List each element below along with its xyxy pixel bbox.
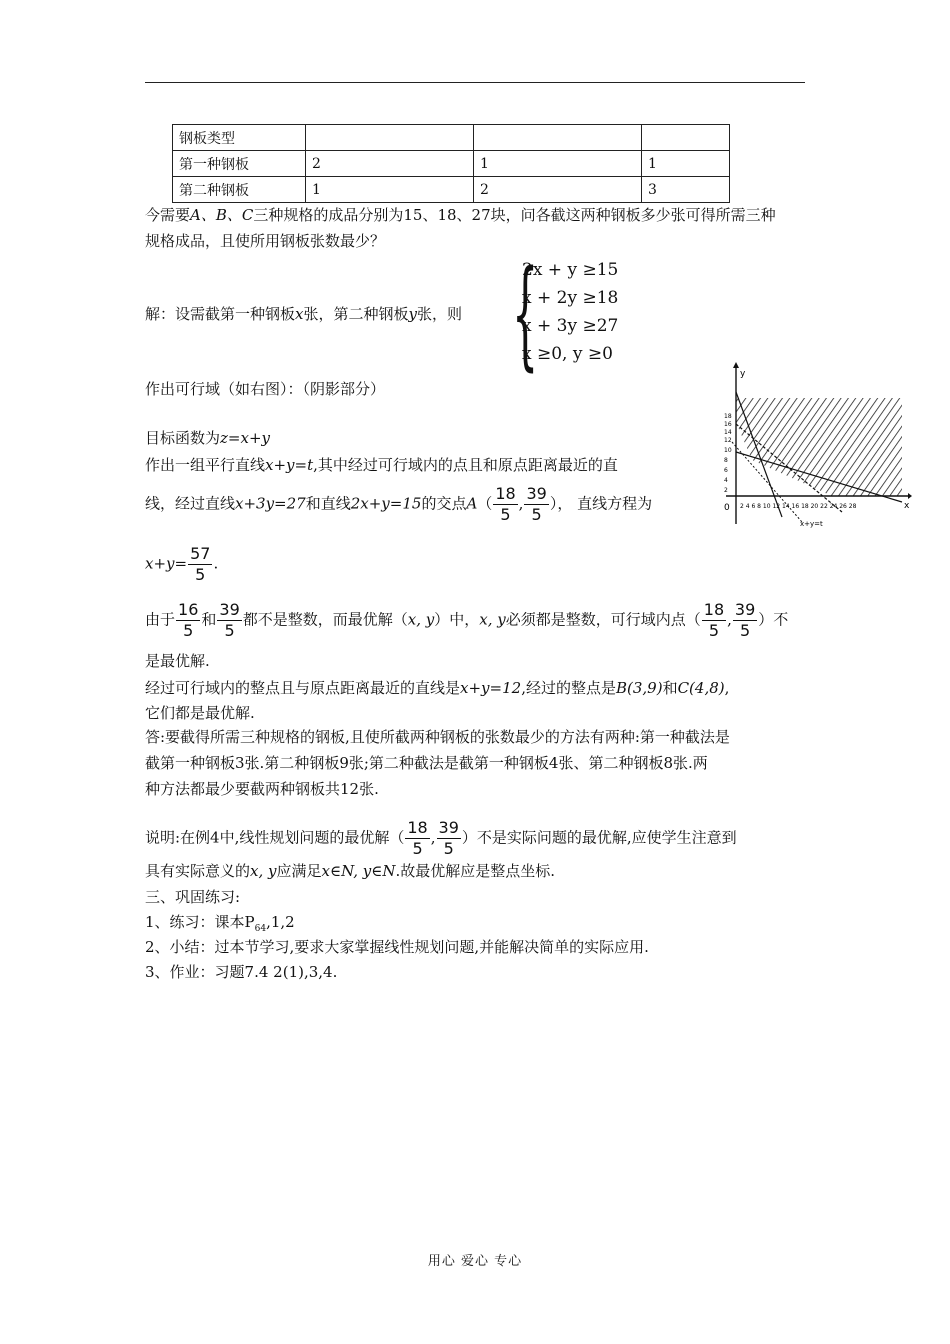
y-tick-label: 4 (724, 477, 728, 484)
table-cell: 1 (474, 151, 642, 177)
shaded-region (736, 398, 902, 496)
table-cell: 3 (642, 177, 730, 203)
y-tick-label: 16 (724, 421, 732, 428)
both-optimal-line: 它们都是最优解. (145, 704, 255, 722)
table-cell (306, 125, 474, 151)
constraint-4: x ≥0, y ≥0 (522, 344, 613, 364)
y-tick-label: 12 (724, 437, 732, 444)
table-cell: 第二种钢板 (173, 177, 306, 203)
y-tick-label: 18 (724, 413, 732, 420)
objective-line: 目标函数为z=x+y (145, 429, 270, 447)
y-tick-label: 8 (724, 457, 728, 464)
x-arrow-icon (908, 493, 912, 499)
fraction: $\frac{39}{5}$ (438, 818, 459, 858)
exercise-3: 3、作业：习题7.4 2(1),3,4. (145, 963, 338, 981)
y-arrow-icon (733, 362, 739, 368)
fraction: $\frac{18}{5}$ (495, 484, 516, 524)
y-tick-label: 2 (724, 487, 728, 494)
question-line-2: 规格成品，且使所用钢板张数最少？ (145, 232, 386, 250)
answer-line-3: 种方法都最少要截两种钢板共12张. (145, 780, 379, 798)
brace-glyph: { (512, 244, 539, 382)
fraction: $\frac{39}{5}$ (219, 600, 240, 640)
fraction: $\frac{57}{5}$ (190, 544, 211, 584)
exercise-2: 2、小结：过本节学习,要求大家掌握线性规划问题,并能解决简单的实际应用. (145, 938, 649, 956)
fraction: $\frac{39}{5}$ (734, 600, 756, 640)
intersection-line: 线，经过直线x+3y=27和直线2x+y=15的交点A（ $\frac{18}{5}$ , $\frac{39}{5}$ ）， 直线方程为 (145, 484, 653, 524)
answer-line-2: 截第一种钢板3张.第二种钢板9张;第二种截法是截第一种钢板4张、第二种钢板8张.两 (145, 754, 708, 772)
parallel-line: 作出一组平行直线x+y=t,其中经过可行域内的点且和原点距离最近的直 (145, 456, 618, 474)
x-tick-labels: 2 4 6 8 10 12 14 16 18 20 22 24 26 28 (740, 503, 857, 510)
fraction: $\frac{16}{5}$ (178, 600, 199, 640)
table-cell: 第一种钢板 (173, 151, 306, 177)
y-tick-label: 14 (724, 429, 732, 436)
table-cell: 钢板类型 (173, 125, 306, 151)
constraint-1: 2x + y ≥15 (522, 260, 619, 280)
header-rule (145, 82, 805, 83)
feasible-region-graph (712, 362, 912, 530)
line-label: x+y=t (800, 520, 823, 528)
table-cell (642, 125, 730, 151)
table-cell (474, 125, 642, 151)
fraction: $\frac{39}{5}$ (526, 484, 547, 524)
through-line: 经过可行域内的整点且与原点距离最近的直线是x+y=12,经过的整点是B(3,9)和C(4,8), (145, 679, 730, 697)
table-cell: 1 (306, 177, 474, 203)
origin-label: 0 (724, 503, 730, 513)
constraint-2: x + 2y ≥18 (522, 288, 619, 308)
equation-line: x+y= $\frac{57}{5}$ . (145, 544, 219, 584)
fraction: $\frac{18}{5}$ (407, 818, 428, 858)
table-row (173, 151, 730, 177)
not-optimal-line: 是最优解. (145, 652, 210, 670)
table-cell: 2 (306, 151, 474, 177)
note-line-1: 说明:在例4中,线性规划问题的最优解（ $\frac{18}{5}$ , $\frac{39}{5}$ ）不是实际问题的最优解,应使学生注意到 (145, 818, 737, 858)
page-footer: 用心 爱心 专心 (427, 1254, 523, 1269)
y-tick-label: 6 (724, 467, 728, 474)
y-tick-label: 10 (724, 447, 732, 454)
y-label: y (740, 369, 746, 379)
since-line: 由于 $\frac{16}{5}$ 和 $\frac{39}{5}$ 都不是整数，而最优解（x, y）中，x, y必须都是整数，可行域内点（ $\frac{18}{5}$ , $\frac{39}{5}$ ）不 (145, 600, 789, 640)
table-row (173, 177, 730, 203)
fraction: $\frac{18}{5}$ (703, 600, 725, 640)
steel-table (172, 124, 730, 203)
table-cell: 1 (642, 151, 730, 177)
section-3-heading: 三、巩固练习: (145, 888, 241, 906)
table-cell: 2 (474, 177, 642, 203)
exercise-1: 1、练习：课本$P_{64},1,2$ (145, 913, 295, 934)
solution-line: 解：设需截第一种钢板x张，第二种钢板y张，则 (145, 305, 462, 323)
region-line: 作出可行域（如右图）：（阴影部分） (145, 380, 386, 398)
answer-line-1: 答:要截得所需三种规格的钢板,且使所截两种钢板的张数最少的方法有两种:第一种截法是 (145, 728, 730, 746)
question-line-1: 今需要A、B、C三种规格的成品分别为15、18、27块，问各截这两种钢板多少张可得所需三种 (145, 206, 776, 224)
note-line-2: 具有实际意义的x, y应满足x∈N, y∈N.故最优解应是整点坐标. (145, 862, 556, 880)
table-row (173, 125, 730, 151)
constraint-3: x + 3y ≥27 (522, 316, 619, 336)
x-label: x (904, 501, 910, 511)
